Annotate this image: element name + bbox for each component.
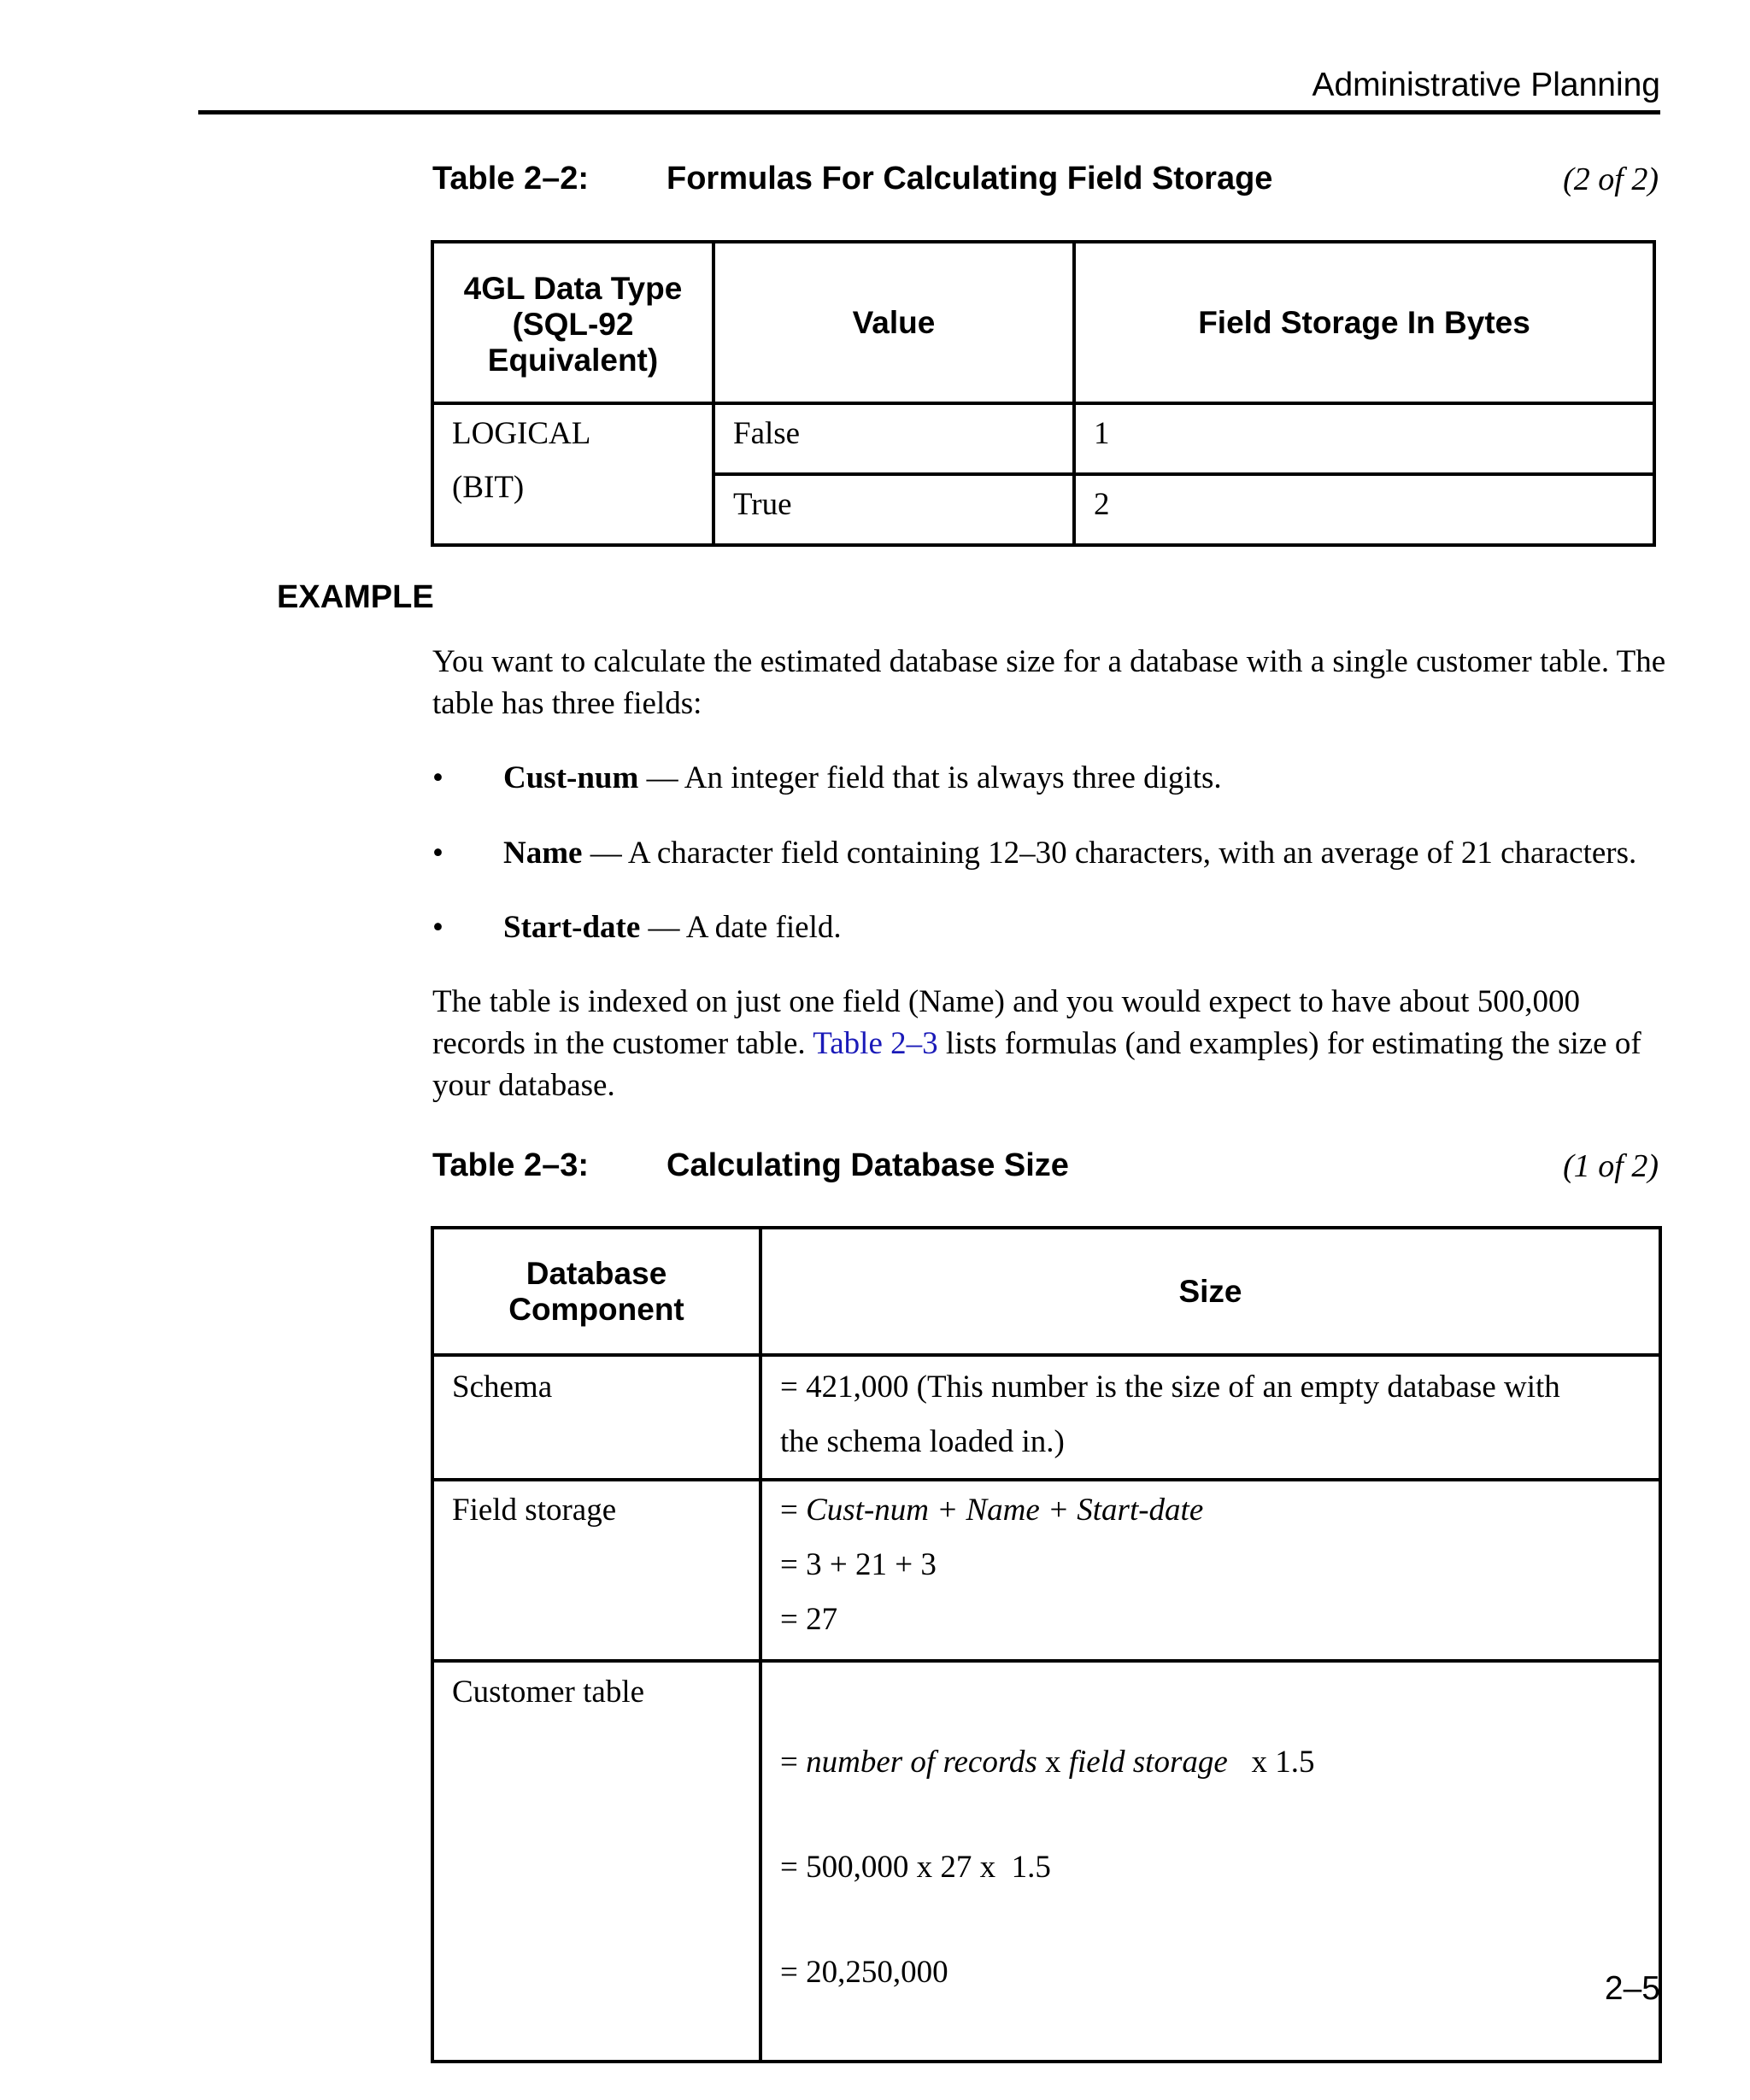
- data-type-sql: (BIT): [452, 470, 525, 505]
- component-cell: Field storage: [432, 1480, 760, 1661]
- size-cell: = 421,000 (This number is the size of an empty database with the schema loaded in.): [760, 1355, 1660, 1480]
- bytes-cell: 1: [1074, 403, 1654, 474]
- table-header-row: [432, 1228, 1660, 1355]
- column-header-value: Value: [714, 242, 1074, 403]
- table-title: Formulas For Calculating Field Storage: [667, 161, 1273, 197]
- bullet-icon: •: [432, 910, 443, 945]
- table-2-3: [431, 1226, 1662, 2063]
- bullet-icon: •: [432, 760, 443, 795]
- field-name: Start-date: [503, 910, 641, 945]
- example-paragraph: The table is indexed on just one field (Name) and you would expect to have about 500,000 records in the customer table. Table 2–3 lists formulas (and examples) for estimating the size of your database.: [432, 984, 1641, 1103]
- table-number: Table 2–3:: [432, 1147, 590, 1183]
- table-row: [432, 1661, 1660, 2062]
- table-part: (2 of 2): [1563, 161, 1659, 197]
- size-cell: = Cust-num + Name + Start-date = 3 + 21 + 3 = 27: [760, 1480, 1660, 1661]
- example-heading: EXAMPLE: [277, 579, 434, 615]
- bytes-cell: 2: [1074, 474, 1654, 545]
- table-header-row: [432, 242, 1654, 403]
- data-type-cell: [432, 403, 714, 545]
- page-number: 2–5: [1604, 1970, 1660, 2007]
- table-2-2: [431, 240, 1656, 547]
- value-cell: False: [714, 403, 1074, 474]
- table-title: Calculating Database Size: [667, 1147, 1069, 1183]
- column-header-field-storage: Field Storage In Bytes: [1074, 242, 1654, 403]
- column-header-size: Size: [760, 1228, 1660, 1355]
- size-cell: = number of records x field storage x 1.5 = 500,000 x 27 x 1.5 = 20,250,000: [760, 1661, 1660, 2062]
- running-header: Administrative Planning: [1312, 67, 1660, 103]
- field-description: — An integer field that is always three digits.: [638, 760, 1222, 795]
- column-header-data-type: 4GL Data Type (SQL-92 Equivalent): [432, 242, 714, 403]
- data-type-name: LOGICAL: [452, 416, 591, 451]
- header-rule: [198, 110, 1660, 114]
- table-part: (1 of 2): [1563, 1148, 1659, 1184]
- field-description: — A date field.: [640, 910, 842, 945]
- component-cell: Schema: [432, 1355, 760, 1480]
- example-intro: You want to calculate the estimated database size for a database with a single customer table. The table has three fields:: [432, 644, 1666, 721]
- column-header-component: Database Component: [432, 1228, 760, 1355]
- table-row: [432, 1355, 1660, 1480]
- value-cell: True: [714, 474, 1074, 545]
- bullet-icon: •: [432, 836, 443, 871]
- field-name: Name: [503, 836, 583, 871]
- table-2-3-link[interactable]: Table 2–3: [813, 1026, 938, 1061]
- field-name: Cust-num: [503, 760, 639, 795]
- component-cell: Customer table: [432, 1661, 760, 2062]
- table-2-2-caption: [432, 161, 1659, 212]
- table-2-3-caption: [432, 1147, 1659, 1199]
- table-number: Table 2–2:: [432, 161, 590, 197]
- field-description: — A character field containing 12–30 characters, with an average of 21 characters.: [582, 836, 1637, 871]
- table-row: [432, 1480, 1660, 1661]
- table-row: [432, 403, 1654, 474]
